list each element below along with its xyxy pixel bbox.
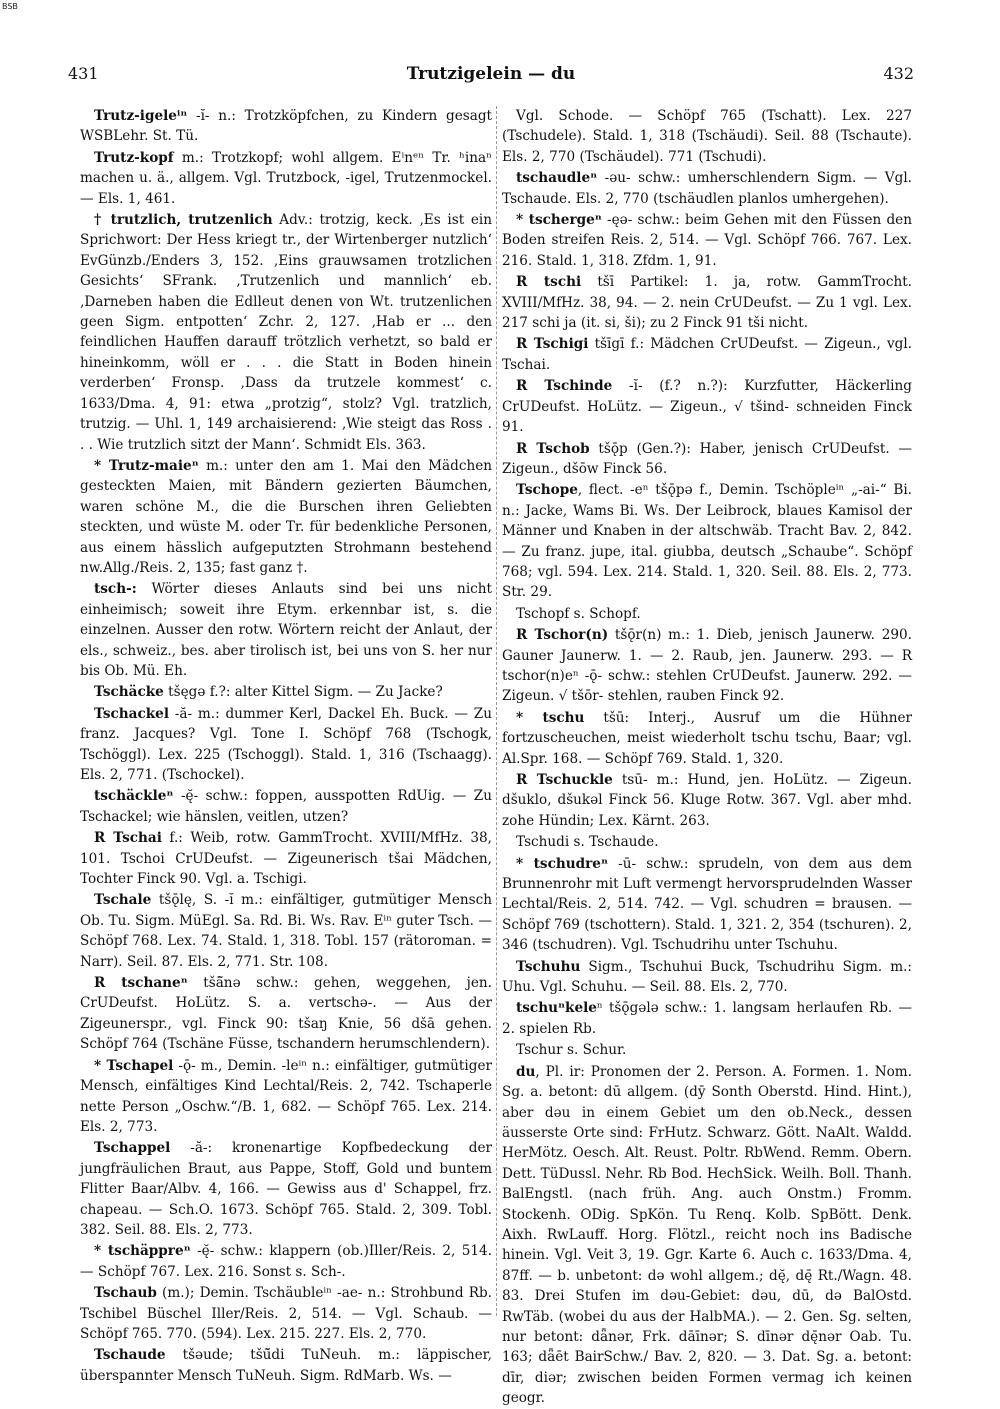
dictionary-entry <box>502 480 912 602</box>
entry-text: m.: unter den am 1. Mai den Mädchen gesteckten Maien, mit Bändern gezierten Bäumchen, waren schöne M., die die Burschen ihren Geliebten steckten, und wüste M. oder Tr. für bedenkliche Personen, aus einem hässlich aufgeputzten Strohmann bestehend nw.Allg./Reis. 2, 135; fast ganz †. <box>80 457 492 576</box>
dictionary-entry <box>80 579 492 681</box>
entry-text: Tschudi s. Tschaude. <box>516 834 659 851</box>
entry-text: Wörter dieses Anlauts sind bei uns nicht einheimisch; soweit ihre Etym. erkennbar ist, s. die einzelnen. Ausser den rotw. Wörtern reicht der Anlaut, der els., schweiz., bes. aber tirolisch ist, bei uns von S. her nur bis Ob. Mü. Eh. <box>80 581 492 679</box>
entry-headword: R Tschigi <box>516 336 589 353</box>
entry-headword: Tschäcke <box>94 684 164 701</box>
dictionary-entry <box>502 439 912 480</box>
dictionary-entry <box>502 625 912 707</box>
entry-text: tšǭp (Gen.?): Haber, jenisch CrUDeufst. — Zigeun., dšōw Finck 56. <box>502 440 912 477</box>
entry-text: Tschur s. Schur. <box>516 1042 627 1059</box>
entry-text: tšǭr(n) m.: 1. Dieb, jenisch Jaunerw. 290. Gauner Jaunerw. 1. — 2. Raub, jen. Jaunerw. 293. — R tschor(n)eⁿ -ǭ- schw.: stehlen CrUDeufst. Jaunerw. 292. — Zigeun. √ tšōr- stehlen, rauben Finck 92. <box>502 627 913 705</box>
entry-headword: Tschaub <box>94 1285 157 1302</box>
entry-text: -ęə- schw.: beim Gehen mit den Füssen den Boden streifen Reis. 2, 514. — Vgl. Schöpf 766. 767. Lex. 216. Stald. 1, 318. Zfdm. 1, 91. <box>502 212 912 269</box>
dictionary-entry <box>502 708 912 769</box>
running-title: Trutzigelein — du <box>406 64 576 84</box>
entry-text: tšəude; tšū̆di TuNeuh. m.: läppischer, überspannter Mensch TuNeuh. Sigm. RdMarb. Ws. — <box>80 1347 492 1384</box>
dictionary-entry <box>80 148 492 209</box>
dictionary-entry <box>502 1062 912 1409</box>
entry-headword: du <box>516 1063 536 1080</box>
entry-text: tšū: Interj., Ausruf um die Hühner fortzuscheuchen, meist wiederholt tschu tschu, Baar; vgl. Al.Spr. 168. — Schöpf 769. Stald. 1, 320. <box>502 709 913 767</box>
page-number-right: 432 <box>883 64 914 83</box>
dictionary-entry <box>80 786 492 827</box>
dictionary-entry <box>502 376 912 437</box>
entry-headword: R Tschuckle <box>516 772 613 788</box>
entry-headword: R Tschor(n) <box>516 627 609 644</box>
entry-headword: * tschäppreⁿ <box>94 1243 191 1260</box>
dictionary-entry <box>502 957 912 998</box>
entry-text: f.: Weib, rotw. GammTrocht. XVIII/MfHz. 38, 101. Tschoi CrUDeufst. — Zigeunerisch tšai Mädchen, Tochter Finck 90. Vgl. a. Tschigi. <box>80 830 492 888</box>
entry-headword: Trutz-igeleⁱⁿ <box>94 108 188 124</box>
entry-text: , Pl. ir: Pronomen der 2. Person. A. Formen. 1. Nom. Sg. a. betont: dū allgem. (dȳ Sonth Oberstd. Hind. Hint.), aber dəu in einem Gebiet um den ob.Neck., dessen äusserste Orte sind: FrHutz. Schwarz. Gött. NaAlt. Waldd. HerMötz. Oesch. Alt. Reust. Poltr. RbWend. Remm. Obern. Dett. TüDussl. Nehr. Rb Bod. HechSick. Weilh. Boll. Thanh. BalEngstl. (nach früh. Ang. auch Onstm.) Fromm. Stockenh. ODig. SpKön. Tu Renq. Kolb. SpBött. Denk. Aixh. RwLauff. Horg. Flötzl., reicht noch ins Badische hinein. Vgl. Veit 3, 19. Ggr. Karte 6. Auch c. 1633/Dma. 4, 87ff. — b. unbetont: də wohl allgem.; dę̆, dę̄ Rt./Wagn. 48. 83. Drei Stufen im dəu-Gebiet: dəu, dū, də BalOstd. RwTäb. (wobei du aus der HalbMA.). — 2. Gen. Sg. selten, nur betont: dǟnər, Frk. dāīnər; S. dīnər dę̄nər Oab. Tu. 163; dǟēt BairSchw./ Bav. 2, 820. — 3. Dat. Sg. a. betont: dīr, diər; zwischen beiden Formen vermag ich keinen geogr. <box>502 1063 912 1407</box>
entry-headword: R tschi <box>516 274 582 291</box>
entry-text: tšīgī f.: Mädchen CrUDeufst. — Zigeun., vgl. Tschai. <box>502 336 912 373</box>
dictionary-entry <box>80 456 492 578</box>
entry-headword: * Tschapel <box>94 1057 174 1074</box>
dictionary-entry <box>80 106 492 147</box>
entry-headword: * tschergeⁿ <box>516 212 602 229</box>
dictionary-entry <box>502 998 912 1039</box>
entry-headword: tsch-: <box>94 581 137 598</box>
entry-text: -ū- schw.: sprudeln, von dem aus dem Brunnenrohr mit Luft vermengt hervorsprudelnden Wasser Lechtal/Reis. 2, 514. 742. — Vgl. schudren = brausen. — Schöpf 769 (tschottern). Stald. 1, 321. 2, 354 (tschuren). 2, 346 (tschudren). Vgl. Tschudrihu unter Tschuhu. <box>502 855 912 954</box>
entry-headword: Trutz-kopf <box>94 149 174 166</box>
entry-text: Adv.: trotzig, keck. ‚Es ist ein Sprichwort: Der Hess kriegt tr., der Wirtenberger nutzlich‘ EvGünzb./Enders 3, 152. ‚Eins grauwsamen trotzlichen Gesichts‘ SFrank. ‚Trutzenlich und mannlich‘ eb. ‚Darneben haben die Edlleut denen von Wt. trutzenlichen geen Sigm. entpotten‘ Zchr. 2, 127. ‚Hab er ... den feindlichen Hauffen darauff trötzlich verhetzt, so bald er hineinkomm, wöll er . . . die Statt in Boden hinein verderben‘ Fronsp. ‚Dass da trutzele kommest‘ c. 1633/Dma. 4, 91: etwa „protzig“, stolz? Vgl. tratzlich, trutzig. — Uhl. 1, 149 archaisierend: ‚Wie steigt das Ross . . . Wie trutzlich sitzt der Mann‘. Schmidt Els. 363. <box>80 212 492 453</box>
dictionary-entry <box>502 168 912 209</box>
column-divider <box>496 106 497 1316</box>
dictionary-entry <box>502 272 912 333</box>
entry-text: -ę̆- schw.: foppen, ausspotten RdUig. — Zu Tschackel; wie hänslen, veitlen, utzen? <box>80 788 492 825</box>
entry-text: m.: Trotzkopf; wohl allgem. Eⁱnᵉⁿ Tr. ʰinaⁿ machen u. ä., allgem. Vgl. Trutzbock, -igel, Trutzenmockel. — Els. 1, 461. <box>80 149 492 207</box>
entry-text: tšǭlę, S. -ĭ m.: einfältiger, gutmütiger Mensch Ob. Tu. Sigm. MüEgl. Sa. Rd. Bi. Ws. Rav. Eⁱⁿ guter Tsch. — Schöpf 768. Lex. 74. Stald. 1, 318. Tobl. 157 (rätoroman. = Narr). Seil. 87. Els. 2, 771. Str. 108. <box>80 892 492 970</box>
entry-headword: R Tschinde <box>516 378 613 395</box>
entry-headword: Tschale <box>94 892 152 909</box>
entry-headword: tschaudleⁿ <box>516 170 598 187</box>
entry-headword: * Trutz-maieⁿ <box>94 457 199 474</box>
entry-text: -ǭ- m., Demin. -leⁱⁿ n.: einfältiger, gutmütiger Mensch, einfältiges Kind Lechtal/Reis. 2, 742. Tschaperle nette Person „Oschw.“/B. 1, 682. — Schöpf 765. Lex. 214. Els. 2, 773. <box>80 1057 492 1135</box>
dictionary-entry <box>80 1283 492 1344</box>
entry-headword: † trutzlich, trutzenlich <box>94 212 273 229</box>
dictionary-entry <box>502 604 912 624</box>
dictionary-entry <box>502 1040 912 1060</box>
entry-text: Sigm., Tschuhui Buck, Tschudrihu Sigm. m.: Uhu. Vgl. Schuhu. — Seil. 88. Els. 2, 770. <box>502 958 912 996</box>
entry-headword: R Tschai <box>94 830 162 847</box>
entry-headword: Tschuhu <box>516 958 581 975</box>
dictionary-entry <box>502 832 912 852</box>
entry-text: ⁿ tšǭgələ schw.: 1. langsam herlaufen Rb. — 2. spielen Rb. <box>502 1000 912 1037</box>
dictionary-entry <box>502 854 912 956</box>
dictionary-entry <box>502 334 912 375</box>
entry-headword: Tschaude <box>94 1347 166 1364</box>
entry-headword: Tschope <box>516 482 578 499</box>
dictionary-entry <box>502 210 912 271</box>
entry-headword: R Tschob <box>516 440 590 457</box>
entry-text: Vgl. Schode. — Schöpf 765 (Tschatt). Lex. 227 (Tschudele). Stald. 1, 318 (Tschäudi). Seil. 88 (Tschaute). Els. 2, 770 (Tschäudel). 771 (Tschudi). <box>502 108 912 165</box>
dictionary-entry <box>80 1056 492 1138</box>
dictionary-entry <box>80 1138 492 1240</box>
dictionary-entry <box>80 682 492 702</box>
entry-text: (m.); Demin. Tschäubleⁱⁿ -ae- n.: Strohbund Rb. Tschibel Büschel Iller/Reis. 2, 514. — Vgl. Schaub. — Schöpf 765. 770. (594). Lex. 215. 227. Els. 2, 770. <box>80 1285 492 1342</box>
left-column <box>80 106 493 1384</box>
right-column <box>502 106 913 1407</box>
entry-headword: R tschaneⁿ <box>94 975 188 992</box>
entry-text: , flect. -eⁿ tšǭpə f., Demin. Tschöpleⁱⁿ „-ai-“ Bi. n.: Jacke, Wams Bi. Ws. Der Leibrock, blaues Kamisol der Männer und Knaben in der altschwäb. Tracht Bav. 2, 842. — Zu franz. jupe, ital. giubba, deutsch „Schaube“. Schöpf 768; vgl. 594. Lex. 214. Stald. 1, 320. Seil. 88. Els. 2, 773. Str. 29. <box>502 482 912 601</box>
entry-text: -ă- m.: dummer Kerl, Dackel Eh. Buck. — Zu franz. Jacques? Vgl. Tone I. Schöpf 768 (Tschogk, Tschöggl). Lex. 225 (Tschoggl). Stald. 1, 316 (Tschaagg). Els. 2, 771. (Tschockel). <box>80 705 492 783</box>
entry-text: tšā̃nə schw.: gehen, weggehen, jen. CrUDeufst. HoLütz. S. a. vertschə-. — Aus der Zigeunerspr., vgl. Finck 90: tšaŋ Knie, 56 dšā gehen. Schöpf 764 (Tschäne Füsse, tschandern herumschlendern). <box>80 975 492 1053</box>
entry-headword: * tschu <box>516 709 585 726</box>
entry-headword: * tschudreⁿ <box>516 855 609 872</box>
entry-text: -əu- schw.: umherschlendern Sigm. — Vgl. Tschaude. Els. 2, 770 (tschäudlen planlos umhergehen). <box>502 170 912 207</box>
entry-headword: tschuⁿkele <box>516 1000 597 1017</box>
entry-text: Tschopf s. Schopf. <box>516 605 641 622</box>
dictionary-entry <box>80 1241 492 1282</box>
entry-text: -ę̆- schw.: klappern (ob.)Iller/Reis. 2, 514. — Schöpf 767. Lex. 216. Sonst s. Sch-. <box>80 1243 493 1280</box>
dictionary-entry <box>80 890 492 972</box>
entry-text: tsū- m.: Hund, jen. HoLütz. — Zigeun. dšuklo, dšukəl Finck 56. Kluge Rotw. 367. Vgl. aber mhd. zohe Hündin; Lex. Kärnt. 263. <box>502 772 913 829</box>
dictionary-entry <box>80 704 492 786</box>
dictionary-entry <box>80 1345 492 1386</box>
library-stamp: BSB <box>2 2 18 11</box>
dictionary-entry <box>80 828 492 889</box>
entry-text: -ĭ- (f.? n.?): Kurzfutter, Häckerling CrUDeufst. HoLütz. — Zigeun., √ tšind- schneiden Finck 91. <box>502 378 912 436</box>
dictionary-entry <box>80 973 492 1055</box>
entry-headword: Tschappel <box>94 1140 171 1157</box>
dictionary-entry <box>502 770 912 831</box>
entry-text: tšęgə f.?: alter Kittel Sigm. — Zu Jacke? <box>163 684 443 701</box>
dictionary-entry <box>80 210 492 455</box>
page-header <box>68 64 914 92</box>
entry-text: -ĭ- n.: Trotzköpfchen, zu Kindern gesagt WSBLehr. St. Tü. <box>80 108 492 145</box>
dictionary-entry <box>502 106 912 167</box>
entry-headword: tschäckleⁿ <box>94 788 174 805</box>
entry-headword: Tschackel <box>94 705 169 722</box>
entry-text: tšī Partikel: 1. ja, rotw. GammTrocht. XVIII/MfHz. 38, 94. — 2. nein CrUDeufst. — Zu 1 vgl. Lex. 217 schi ja (it. si, ši); zu 2 Finck 91 tši nicht. <box>502 274 912 332</box>
entry-text: -ă-: kronenartige Kopfbedeckung der jungfräulichen Braut, aus Pappe, Stoff, Gold und buntem Flitter Baar/Albv. 4, 166. — Gewiss aus d' Schappel, frz. chapeau. — Sch.O. 1673. Schöpf 765. Stald. 2, 309. Tobl. 382. Seil. 88. Els. 2, 773. <box>80 1140 492 1238</box>
page-number-left: 431 <box>68 64 99 83</box>
